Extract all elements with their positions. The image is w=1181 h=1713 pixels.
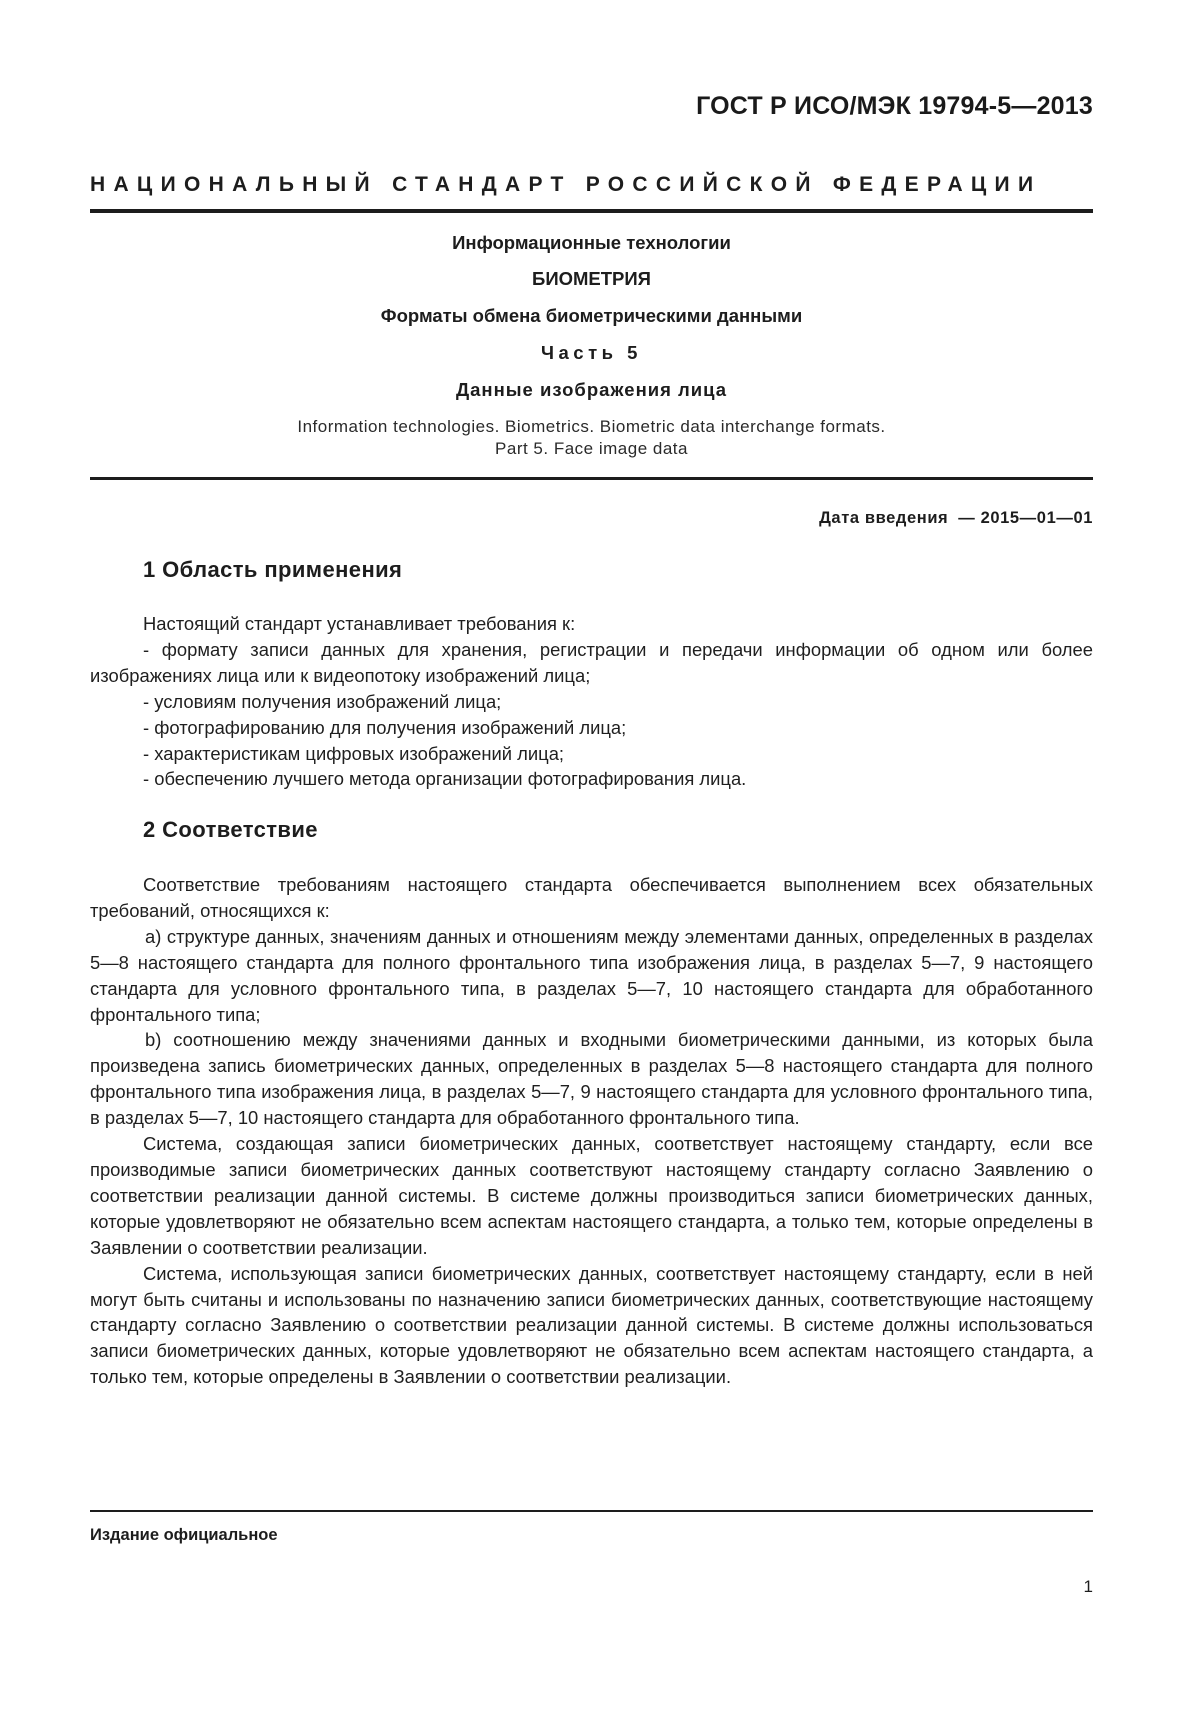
- english-title-line-2: Part 5. Face image data: [495, 439, 688, 458]
- section-1-heading: 1 Область применения: [143, 557, 403, 582]
- effective-date: [819, 509, 1093, 528]
- section-2-heading: 2 Соответствие: [143, 817, 318, 842]
- section-1-paragraph: Настоящий стандарт устанавливает требования к:: [143, 613, 576, 634]
- section-1-paragraph: - характеристикам цифровых изображений лица;: [143, 742, 565, 764]
- title-rule: [90, 477, 1093, 480]
- header-rule: [90, 209, 1093, 213]
- section-2-paragraph: b) соотношению между значениями данных и входными биометрическими данными, из которых была произведена запись биометрических данных, определенных в разделах 5—8 настоящего стандарта для полного фронтального типа изображения лица, в разделах 5—7, 9 настоящего стандарта для условного фронтального типа, в разделах 5—7, 10 настоящего стандарта для обработанного фронтального типа.: [90, 1029, 1093, 1129]
- section-1-body: [90, 611, 1093, 792]
- title-line-1: Информационные технологии: [452, 232, 731, 253]
- section-2-paragraph: Система, использующая записи биометрических данных, соответствует настоящему стандарту, если в ней могут быть считаны и использованы по назначению записи биометрических данных, соответствующие настоящему стандарту согласно Заявлению о соответствии реализации данной системы. В системе должны использоваться записи биометрических данных, которые удовлетворяют не обязательно всем аспектам настоящего стандарта, а только тем, которые определены в Заявлении о соответствии реализации.: [90, 1262, 1093, 1388]
- title-part: Часть 5: [541, 342, 642, 363]
- section-2-body: [90, 872, 1093, 1390]
- gost-code: ГОСТ Р ИСО/МЭК 19794-5—2013: [696, 92, 1093, 120]
- title-line-2: БИОМЕТРИЯ: [532, 268, 651, 289]
- effective-date-value: — 2015—01—01: [958, 509, 1093, 527]
- section-2-paragraph: Система, создающая записи биометрических данных, соответствует настоящему стандарту, если все производимые записи биометрических данных соответствуют настоящему стандарту согласно Заявлению о соответствии реализации данной системы. В системе должны производиться записи биометрических данных, которые удовлетворяют не обязательно всем аспектам настоящего стандарта, а только тем, которые определены в Заявлении о соответствии реализации.: [90, 1133, 1093, 1258]
- national-standard-banner: НАЦИОНАЛЬНЫЙ СТАНДАРТ РОССИЙСКОЙ ФЕДЕРАЦИИ: [90, 173, 1042, 196]
- section-1-paragraph: - фотографированию для получения изображений лица;: [143, 716, 627, 738]
- effective-date-label: Дата введения: [819, 509, 949, 527]
- page-number: 1: [1083, 1577, 1093, 1596]
- section-2-paragraph: Соответствие требованиям настоящего стандарта обеспечивается выполнением всех обязательных требований, относящихся к:: [90, 874, 1093, 921]
- section-1-paragraph: - обеспечению лучшего метода организации фотографирования лица.: [143, 768, 747, 790]
- title-line-3: Форматы обмена биометрическими данными: [380, 305, 803, 326]
- section-1-paragraph: - формату записи данных для хранения, регистрации и передачи информации об одном или более изображениях лица или к видеопотоку изображений лица;: [90, 638, 1093, 686]
- title-subtitle: Данные изображения лица: [455, 379, 728, 400]
- section-2-paragraph: a) структуре данных, значениям данных и отношениям между элементами данных, определенных в разделах 5—8 настоящего стандарта для полного фронтального типа изображения лица, в разделах 5—7, 9 настоящего стандарта для условного фронтального типа, в разделах 5—7, 10 настоящего стандарта для обработанного фронтального типа;: [90, 925, 1093, 1025]
- official-edition-label: Издание официальное: [90, 1526, 278, 1544]
- footer-rule: [90, 1510, 1093, 1512]
- section-1-paragraph: - условиям получения изображений лица;: [143, 690, 502, 712]
- english-title-line-1: Information technologies. Biometrics. Biometric data interchange formats.: [297, 417, 886, 436]
